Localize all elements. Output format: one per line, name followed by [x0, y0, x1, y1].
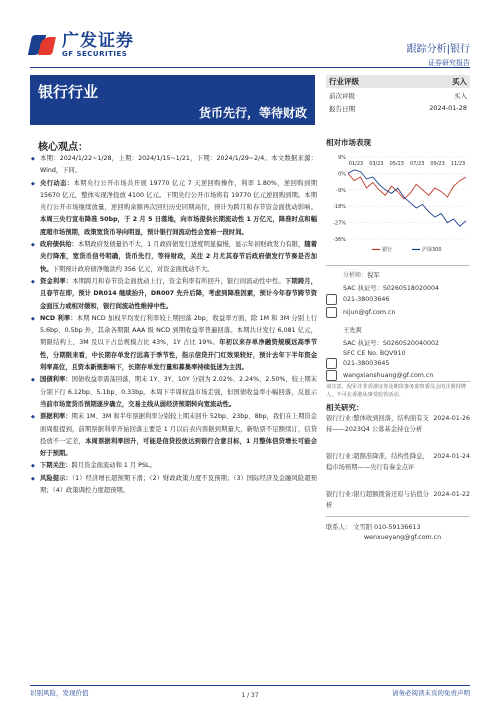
core-view-item — [30, 178, 317, 239]
core-view-item — [30, 460, 317, 472]
rating-header-label: 行业评级 — [329, 77, 359, 86]
industry-category: 银行行业 — [38, 83, 99, 101]
analyst-divider — [326, 265, 470, 266]
related-item-date: 2024-01-24 — [433, 453, 470, 460]
rating-row-previous — [326, 91, 470, 100]
chart-legend-label: 银行 — [382, 247, 393, 253]
chart-y-tick: 0% — [338, 171, 346, 178]
rating-row-value: 买入 — [454, 92, 467, 100]
chart-y-tick: -18% — [333, 204, 346, 211]
report-sub: 证券研究报告 — [428, 59, 470, 67]
core-view-emphasis: 当前市场宽货币预期逐步确立，交易主线从弱经济预期转向宽流动性。 — [40, 400, 236, 408]
disclaimer-divider — [326, 381, 470, 382]
chart-x-tick: 07/23 — [409, 161, 425, 167]
core-view-item — [30, 153, 317, 178]
title-banner — [30, 75, 315, 125]
analyst-1-title: 分析师：倪军 — [343, 272, 380, 279]
core-views-title: 核心观点： — [38, 142, 88, 153]
analyst-2-phone: 021-38003645 — [343, 360, 390, 367]
contact-divider — [326, 516, 470, 517]
analyst-2-license: SAC 执证号：S0260520040002 — [343, 340, 439, 347]
chart-x-tick: 01/23 — [348, 161, 364, 167]
core-view-text: 国债收益率震荡回落，期末 1Y、3Y、10Y 分别为 2.02%、2.24%、2.50%，较上期末分别下行 6.12bp、5.1bp、0.33bp。本周下半周权益市场走强，但国债收益率小幅回落，反显示 — [40, 376, 318, 396]
related-item-text[interactable]: 银行行业:整体收到回落，结构面有支持——2023Q4 公募基金持仓分析 — [326, 415, 429, 433]
chart-y-tick: -27% — [333, 220, 346, 227]
rating-row-date — [326, 104, 470, 113]
core-view-item — [30, 473, 317, 498]
core-view-lead: 资金利率： — [40, 277, 73, 285]
chart-x-tick: 05/23 — [389, 161, 405, 167]
core-view-lead: 下期关注： — [40, 462, 72, 470]
analyst-1-license: SAC 执证号：S0260518020004 — [343, 285, 439, 292]
core-view-text: 本期跨月和春节资金面扰动上行，资金利率有所回升，银行间流动性中性。 — [72, 277, 285, 285]
page-number: 1 / 37 — [241, 692, 259, 699]
related-title: 相关研究： — [326, 403, 364, 412]
analyst-2-name: 王先爽 — [343, 327, 362, 334]
phone-icon — [326, 294, 337, 305]
core-view-emphasis: 随着央行降准，宽货币信号明确，货币先行，等待财政，关注 2 月尤其春节后政府债发行节奏是否加快。 — [40, 241, 318, 273]
report-type: 跟踪分析|银行 — [406, 44, 470, 55]
analyst-disclaimer: 请注意，倪军并非香港证券及期货事务监察委员会的注册持牌人，不可在香港从事受监管活动。 — [326, 384, 467, 398]
core-view-lead: 票据利率： — [40, 413, 72, 421]
core-view-text: （1）经济增长超预期下滑；（2）财政政策力度不及预期；（3）国际经济及金融风险超预期；（4）政策调控力度超预期。 — [40, 474, 317, 495]
report-type-block — [407, 40, 470, 68]
chart-series-line — [348, 170, 466, 226]
footer-disclaimer-link[interactable]: 请务必阅读末页的免责声明 — [392, 689, 470, 697]
email-icon — [326, 307, 337, 318]
chart-legend-label: 沪深300 — [422, 247, 442, 253]
logo-cn: 广发证券 — [62, 31, 134, 51]
chart-y-tick: 9% — [338, 155, 346, 161]
core-view-item — [30, 313, 317, 374]
related-item-date: 2024-01-26 — [433, 415, 470, 422]
core-view-text: 本期政府发债量仍不大，1 月政府债发行进度明显偏慢，显示年初财政发力有限， — [77, 241, 305, 249]
gf-logo — [30, 32, 134, 58]
phone-icon — [326, 358, 337, 369]
chart-x-tick: 11/23 — [450, 161, 466, 167]
gf-logo-icon — [30, 33, 58, 57]
report-title: 货币先行，等待财政 — [198, 106, 307, 120]
core-view-emphasis: 本周票据利率回升，可能是信贷投放达到银行合意目标，1 月整体信贷增长可能会好于预期。 — [40, 437, 318, 458]
core-view-text: 跨月资金面流动和 1 月 PSL。 — [71, 462, 156, 470]
header-divider — [30, 67, 470, 68]
performance-chart — [326, 151, 470, 259]
analyst-1-name: 倪军 — [367, 272, 380, 279]
contact-phone: 010-59136613 — [374, 524, 421, 531]
rating-row-label: 前次评级 — [329, 92, 355, 100]
core-view-item — [30, 374, 317, 411]
chart-y-tick: -9% — [336, 187, 346, 194]
performance-chart-svg — [326, 151, 470, 259]
core-view-text: 期末 1M、3M 和半年票据利率分别较上期末回升 52bp、23bp、8bp，我们在上期资金面周报提到，前期票据利率开始回落主要是 1 月以后表内票据到期量大，新贴票不足额续订，信贷投放不一定差， — [40, 413, 317, 445]
rating-row-value: 2024-01-28 — [429, 104, 467, 112]
footer-divider — [30, 685, 470, 686]
core-views-list — [30, 153, 317, 497]
related-item-date: 2024-01-22 — [433, 491, 470, 498]
performance-title: 相对市场表现 — [326, 138, 371, 147]
related-item-text[interactable]: 银行行业:超额准降准，结构性降息，稳市场预期——央行有奏金点评 — [326, 453, 429, 471]
contact-label: 联系人： — [326, 524, 352, 531]
email-icon — [326, 370, 337, 381]
core-view-text: 下期预计政府债净缴款约 356 亿元，对资金面扰动不大。 — [52, 265, 214, 273]
core-view-text: 本期 NCD 加权平均发行利率较上期回落 2bp，收益率方面，除 1M 和 3M 分别上行 5.6bp、0.5bp 外，其余各期限 AAA 级 NCD 到期收益率普遍回落。本期共计发行 6,081 亿元，期限结构上，3M 及以下占总规模占比 43%，1Y 占比 19%。 — [40, 314, 317, 347]
analyst-1-email: nijun@gf.com.cn — [343, 309, 396, 316]
contact-email: wenxueyang@gf.com.cn — [364, 534, 442, 541]
chart-y-tick: -36% — [333, 237, 346, 243]
core-view-lead: 央行动态： — [40, 179, 74, 187]
related-item-text[interactable]: 银行行业:银行超额拨备还原与估值分析 — [326, 491, 429, 509]
chart-x-tick: 09/23 — [430, 161, 445, 167]
core-view-emphasis: 下期跨月，且春节在即，预计 DR014 继续抬升，DR007 先升后降，考虑到降准因素，预计今年春节跨节资金面压力或相对缓和，银行间流动性维持中性。 — [40, 277, 318, 310]
core-view-item — [30, 239, 317, 276]
core-view-text: 本期：2024/1/22~1/28，上期：2024/1/15~1/21，下期：2024/1/29~2/4。本文数据来源：Wind，下同。 — [40, 155, 317, 175]
chart-x-tick: 03/23 — [369, 161, 384, 167]
core-view-item — [30, 276, 317, 313]
logo-en: GF SECURITIES — [62, 50, 128, 58]
rating-header-value: 买入 — [452, 77, 467, 86]
analyst-2-email: wangxianshuang@gf.com.cn — [343, 372, 434, 379]
core-view-lead: 风险提示： — [40, 474, 72, 482]
rating-row-label: 报告日期 — [329, 105, 355, 113]
core-view-item — [30, 411, 317, 460]
core-view-text: 本期央行公开市场共开展 19770 亿元 7 天逆回购操作，利率 1.80%，逆回购到期 15670 亿元，整体实现净投放 4100 亿元。下期央行公开市场将有 19770 亿元逆回购到期。本期央行公开市场继续放量，逆回购余额再次回归历史同期高位，预计为跨月和春节资金面扰动影响。 — [40, 179, 317, 212]
related-item[interactable] — [326, 414, 470, 435]
analyst-1-phone: 021-38003646 — [343, 296, 390, 303]
contact-line — [326, 522, 420, 531]
core-view-lead: 国债利率： — [40, 376, 72, 384]
core-view-emphasis: 本周三央行宣布降准 50bp，于 2 月 5 日落地，向市场提供长期流动性 1 万亿元，降准时点和幅度超市场预期，政策宽货币导向明显，预计银行间流动性会宽裕一段时间。 — [40, 216, 317, 236]
contact-name: 文雪阳 — [353, 524, 373, 531]
related-item[interactable] — [326, 452, 470, 473]
footer-slogan: 识别风险，发现价值 — [30, 689, 89, 697]
core-view-emphasis: 年初以来存单净融资规模远高季节性，分期限来看，中长期存单发行远高于季节性，指示信贷开门红效果较好，预计去年下半年资金利率高位，且资本新规影响下，长期存单发行量和募集率持续低迷为主因。 — [40, 339, 317, 372]
core-view-lead: NCD 利率： — [40, 314, 77, 322]
core-view-lead: 政府债供给： — [40, 241, 78, 249]
related-item[interactable] — [326, 490, 470, 511]
rating-header — [326, 75, 470, 88]
analyst-2-sfc: SFC CE No. BQV910 — [343, 350, 406, 357]
